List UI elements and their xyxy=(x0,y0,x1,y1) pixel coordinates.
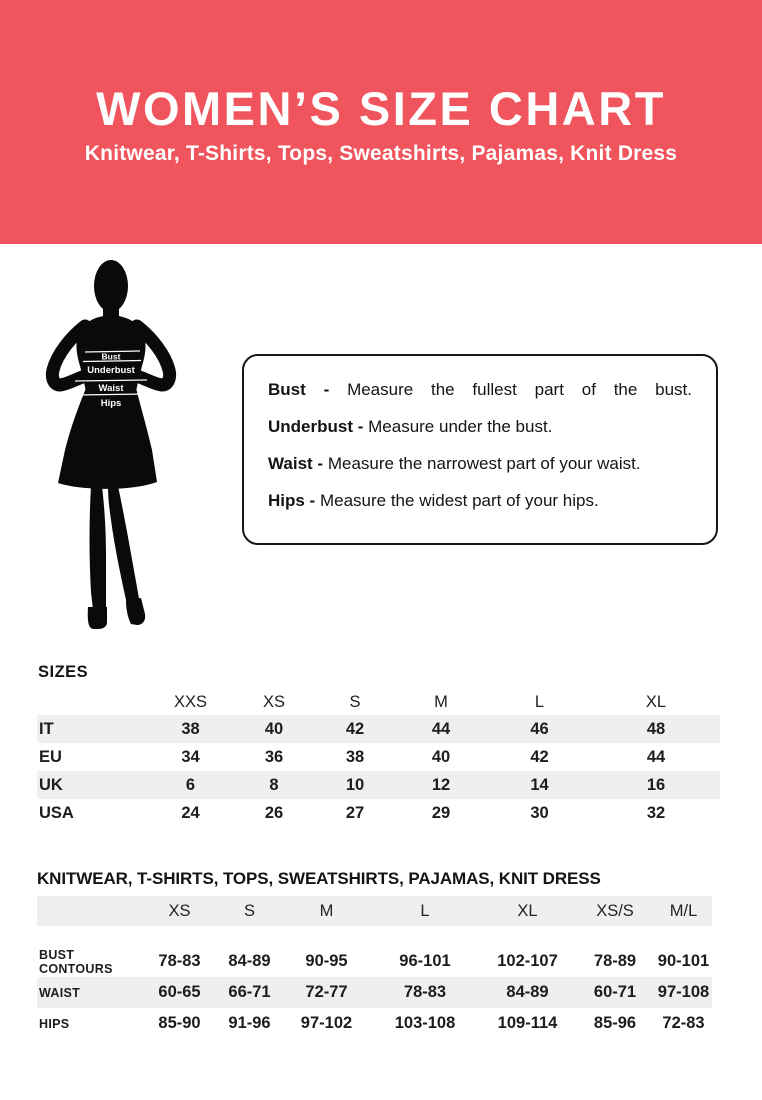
table-row-usa xyxy=(37,799,720,827)
waist-label: Waist xyxy=(98,383,124,394)
size-value: 12 xyxy=(431,775,451,794)
range-value: 102-107 xyxy=(497,952,558,970)
table-row-it xyxy=(37,715,720,743)
guide-item-hips xyxy=(268,489,692,512)
page-subtitle: Knitwear, T-Shirts, Tops, Sweatshirts, Pajamas, Knit Dress xyxy=(84,142,678,166)
guide-term: Underbust - xyxy=(268,417,364,436)
range-value: 97-102 xyxy=(300,1014,353,1032)
garment-table xyxy=(37,896,712,1039)
silhouette-left-leg xyxy=(90,486,107,610)
table-row-eu xyxy=(37,743,720,771)
guide-term: Waist - xyxy=(268,454,324,473)
range-value: 90-101 xyxy=(657,952,710,970)
size-value: 48 xyxy=(646,719,666,738)
header-banner xyxy=(0,0,762,244)
page-title: WOMEN’S SIZE CHART xyxy=(96,82,666,135)
size-value: 32 xyxy=(646,803,666,822)
garment-header-row xyxy=(37,896,712,926)
row-label: HIPS xyxy=(39,1016,70,1031)
sizes-table xyxy=(37,689,720,827)
range-value: 60-71 xyxy=(593,983,637,1001)
size-value: 40 xyxy=(431,747,451,766)
hips-label: Hips xyxy=(100,398,122,409)
column-header: XS/S xyxy=(596,901,634,920)
column-header: XL xyxy=(645,692,667,711)
column-header: XL xyxy=(517,901,538,920)
guide-item-waist xyxy=(268,452,692,475)
size-value: 36 xyxy=(264,747,284,766)
guide-definition: Measure under the bust. xyxy=(368,417,553,436)
guide-item-bust xyxy=(268,378,692,401)
row-label: WAIST xyxy=(39,985,81,1000)
size-value: 29 xyxy=(431,803,451,822)
guide-definition: Measure the fullest part of the bust. xyxy=(347,380,692,399)
silhouette-right-leg xyxy=(108,486,140,609)
column-header: S xyxy=(243,901,255,920)
range-value: 72-83 xyxy=(662,1014,705,1032)
sizes-header-row xyxy=(37,689,720,715)
size-value: 16 xyxy=(646,775,666,794)
size-value: 14 xyxy=(530,775,549,794)
silhouette-left-shoe xyxy=(88,607,107,629)
guide-term: Hips - xyxy=(268,491,316,510)
woman-silhouette xyxy=(28,258,193,633)
size-value: 42 xyxy=(530,747,549,766)
size-value: 38 xyxy=(345,747,365,766)
range-value: 84-89 xyxy=(506,983,549,1001)
guide-item-underbust xyxy=(268,415,692,438)
table-row-bust-contours xyxy=(37,946,712,977)
guide-definition: Measure the narrowest part of your waist. xyxy=(327,454,641,473)
row-label: IT xyxy=(39,719,54,738)
column-header: M xyxy=(319,901,334,920)
range-value: 109-114 xyxy=(497,1014,558,1032)
range-value: 97-108 xyxy=(657,983,710,1001)
size-value: 34 xyxy=(181,747,200,766)
size-value: 30 xyxy=(530,803,549,822)
range-value: 60-65 xyxy=(158,983,201,1001)
range-value: 90-95 xyxy=(305,952,348,970)
range-value: 78-83 xyxy=(158,952,201,970)
range-value: 84-89 xyxy=(228,952,271,970)
range-value: 103-108 xyxy=(394,1014,456,1032)
underbust-label: Underbust xyxy=(87,365,135,376)
silhouette-right-shoe xyxy=(126,598,145,625)
column-header: M xyxy=(434,692,448,711)
size-value: 40 xyxy=(264,719,284,738)
table-row-hips xyxy=(37,1008,712,1039)
range-value: 72-77 xyxy=(305,983,348,1001)
range-value: 85-96 xyxy=(593,1014,637,1032)
table-row-waist xyxy=(37,977,712,1008)
guide-term: Bust - xyxy=(268,380,330,399)
garment-table-heading: KNITWEAR, T-SHIRTS, TOPS, SWEATSHIRTS, PAJAMAS, KNIT DRESS xyxy=(37,869,601,888)
row-label: USA xyxy=(39,803,74,822)
row-label: EU xyxy=(39,747,62,766)
column-header: XS xyxy=(168,901,191,920)
column-header: XS xyxy=(262,692,285,711)
measurement-guide-box xyxy=(242,354,718,545)
range-value: 78-89 xyxy=(593,952,637,970)
row-label: BUST CONTOURS xyxy=(39,947,113,976)
column-header: L xyxy=(534,692,545,711)
size-value: 44 xyxy=(646,747,666,766)
range-value: 96-101 xyxy=(399,952,451,970)
size-value: 27 xyxy=(345,803,365,822)
bust-label: Bust xyxy=(101,351,121,362)
size-value: 10 xyxy=(345,775,365,794)
table-row-uk xyxy=(37,771,720,799)
sizes-heading: SIZES xyxy=(38,663,89,681)
range-value: 66-71 xyxy=(228,983,271,1001)
range-value: 91-96 xyxy=(228,1014,271,1032)
column-header: XXS xyxy=(173,692,208,711)
size-value: 46 xyxy=(530,719,549,738)
size-value: 24 xyxy=(181,803,200,822)
row-label: UK xyxy=(39,775,63,794)
column-header: L xyxy=(420,901,430,920)
size-value: 42 xyxy=(345,719,365,738)
size-value: 8 xyxy=(269,775,279,794)
range-value: 78-83 xyxy=(403,983,447,1001)
size-value: 6 xyxy=(185,775,196,794)
size-value: 26 xyxy=(264,803,284,822)
size-value: 44 xyxy=(431,719,451,738)
range-value: 85-90 xyxy=(158,1014,201,1032)
guide-definition: Measure the widest part of your hips. xyxy=(319,491,599,510)
column-header: M/L xyxy=(669,901,698,920)
column-header: S xyxy=(349,692,361,711)
size-value: 38 xyxy=(181,719,200,738)
